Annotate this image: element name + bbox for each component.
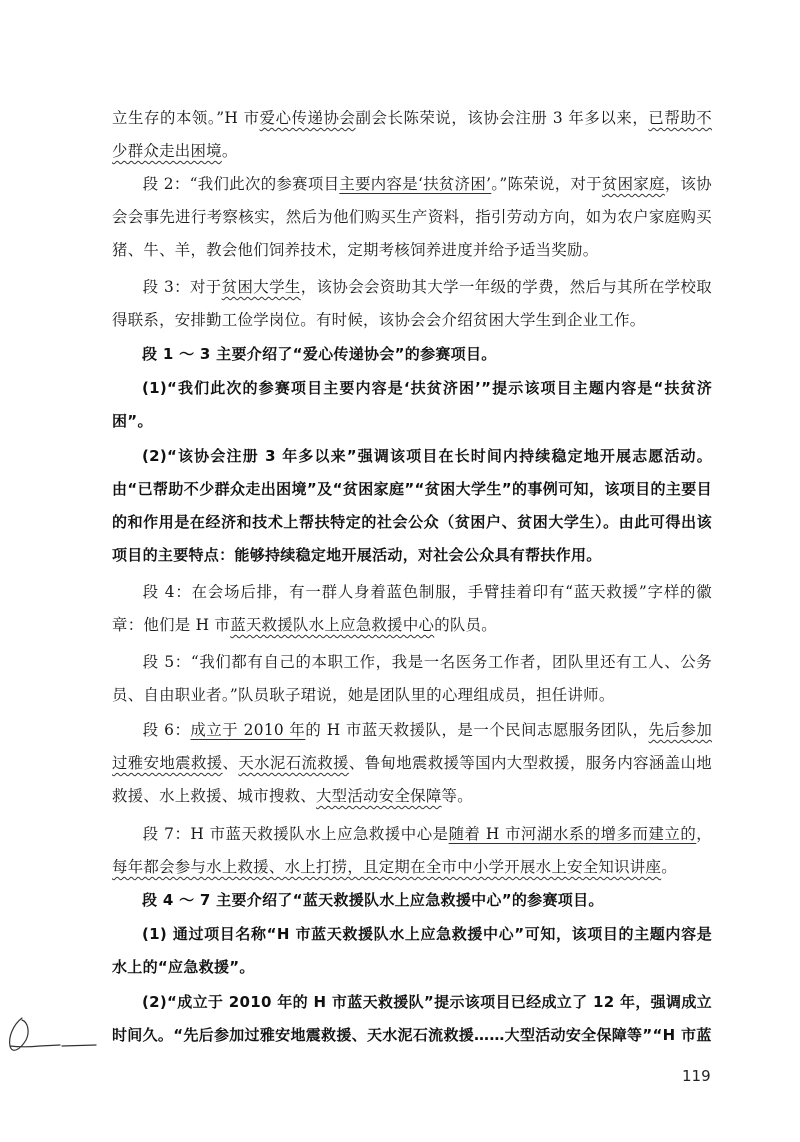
analysis-point-1b xyxy=(112,918,712,984)
paragraph-section-5 xyxy=(112,646,712,712)
text-segment: 副会长陈荣说，该协会注册 3 年多以来， xyxy=(355,109,649,127)
text-segment: 段 5：“我们都有自己的本职工作，我是一名医务工作者，团队里还有工人、公务员、自由职业者。”队员耿子珺说，她是团队里的心理组成员，担任讲师。 xyxy=(112,653,712,704)
wavy-underlined-phrase: 蓝天救援队水上应急救援中心 xyxy=(230,616,435,634)
text-segment: 。 xyxy=(221,142,238,160)
analysis-point-1 xyxy=(112,372,712,438)
text-segment: 等。 xyxy=(441,787,473,805)
text-segment: 。”陈荣说，对于 xyxy=(491,175,602,193)
paragraph-section-4 xyxy=(112,576,712,642)
text-segment: 、鲁甸地震救援等国内大型救援，服务内容涵盖山地救援、水上救援、城市搜救、 xyxy=(112,754,712,805)
wavy-underlined-phrase: 贫困家庭 xyxy=(601,175,665,193)
text-segment: 段 4 ～ 7 主要介绍了“蓝天救援队水上应急救援中心”的参赛项目。 xyxy=(142,891,604,909)
page-number: 119 xyxy=(682,1067,711,1085)
text-segment: 、 xyxy=(222,754,239,772)
underlined-phrase: 主要内容是‘扶贫济困’ xyxy=(339,175,492,193)
text-segment: 的 H 市蓝天救援队，是一个民间志愿服务团队， xyxy=(305,721,649,739)
underlined-phrase: 成立于 2010 年 xyxy=(190,721,306,739)
analysis-point-2b xyxy=(112,986,712,1052)
text-segment: 段 2：“我们此次的参赛项目 xyxy=(142,175,340,193)
wavy-underlined-phrase: 已帮助不少群众走出困境 xyxy=(112,109,712,160)
summary-sections-4-7 xyxy=(112,884,712,917)
wavy-underlined-phrase: 先后参加过雅安地震救援 xyxy=(112,721,713,772)
analysis-point-2 xyxy=(112,440,712,572)
paragraph-continued-intro xyxy=(112,102,712,168)
text-segment: ，该协会会资助其大学一年级的学费，然后与其所在学校取得联系，安排勤工俭学岗位。有时候，该协会会介绍贫困大学生到企业工作。 xyxy=(112,278,712,329)
text-segment: (1)“我们此次的参赛项目主要内容是‘扶贫济困’”提示该项目主题内容是“扶贫济困”。 xyxy=(112,379,712,430)
text-segment: (2)“该协会注册 3 年多以来”强调该项目在长时间内持续稳定地开展志愿活动。由“已帮助不少群众走出困境”及“贫困家庭”“贫困大学生”的事例可知，该项目的主要目的和作用是在经济和技术上帮扶特定的社会公众（贫困户、贫困大学生）。由此可得出该项目的主要特点：能够持续稳定地开展活动，对社会公众具有帮扶作用。 xyxy=(112,447,712,564)
wavy-underlined-phrase: 贫困大学生 xyxy=(221,278,301,296)
handwritten-signature xyxy=(0,1010,110,1060)
text-segment: ， xyxy=(696,825,712,843)
paragraph-section-2 xyxy=(112,168,712,267)
text-segment: 段 1 ～ 3 主要介绍了“爱心传递协会”的参赛项目。 xyxy=(142,345,497,363)
summary-sections-1-3 xyxy=(112,338,712,371)
text-segment: 立生存的本领。”H 市 xyxy=(112,109,260,127)
wavy-underlined-phrase: 爱心传递协会 xyxy=(259,109,356,127)
wavy-underlined-phrase: 每年都会参与水上救援、水上打捞，且定期在全市中小学开展水上安全知识讲座 xyxy=(112,858,662,876)
text-segment: 段 4：在会场后排，有一群人身着蓝色制服，手臂挂着印有“蓝天救援”字样的徽章：他们是 H 市 xyxy=(112,583,712,634)
text-segment: 。 xyxy=(661,858,677,876)
paragraph-section-6 xyxy=(112,714,712,813)
text-segment: 段 6： xyxy=(142,721,191,739)
text-segment: 的队员。 xyxy=(434,616,497,634)
text-segment: (2)“成立于 2010 年的 H 市蓝天救援队”提示该项目已经成立了 12 年，强调成立时间久。“先后参加过雅安地震救援、天水泥石流救援……大型活动安全保障等”“H 市蓝 xyxy=(112,993,712,1044)
paragraph-section-7 xyxy=(112,818,712,884)
text-segment: ，该协会会事先进行考察核实，然后为他们购买生产资料，指引劳动方向，如为农户家庭购买猪、牛、羊，教会他们饲养技术，定期考核饲养进度并给予适当奖励。 xyxy=(112,175,712,259)
text-segment: 段 3：对于 xyxy=(142,278,222,296)
text-segment: (1) 通过项目名称“H 市蓝天救援队水上应急救援中心”可知，该项目的主题内容是水上的“应急救援”。 xyxy=(112,925,712,976)
text-segment: 段 7：H 市蓝天救援队水上应急救援中心是 xyxy=(142,825,449,843)
underlined-phrase: 随着 H 市河湖水系的增多而建立的 xyxy=(448,825,697,843)
wavy-underlined-phrase: 大型活动安全保障 xyxy=(315,787,442,805)
wavy-underlined-phrase: 天水泥石流救援 xyxy=(238,754,349,772)
paragraph-section-3 xyxy=(112,271,712,337)
